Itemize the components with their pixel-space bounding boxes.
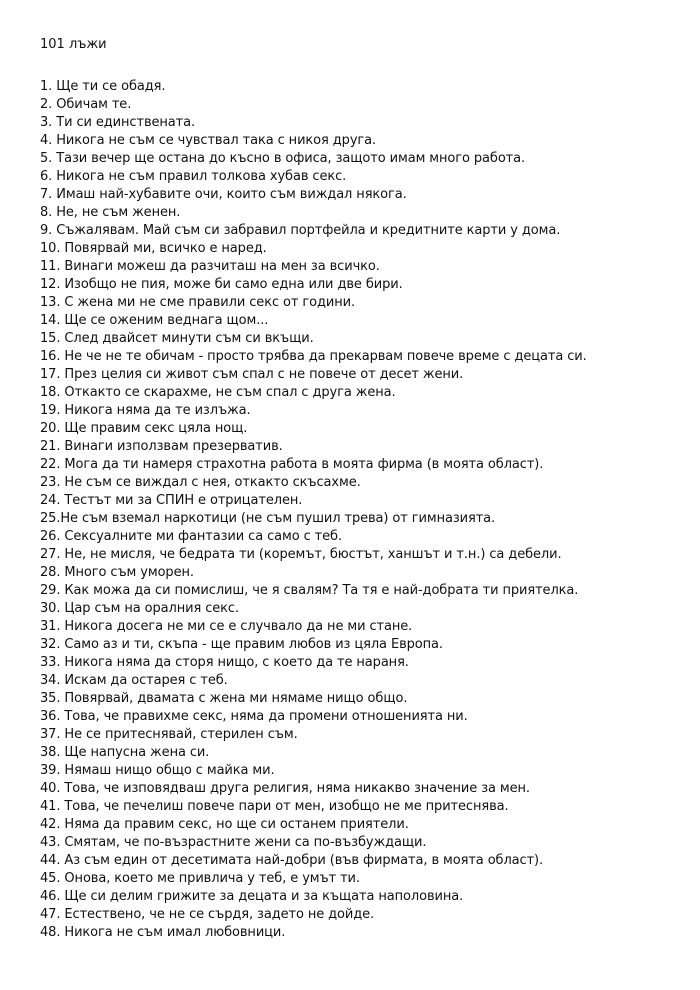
list-item: 43. Смятам, че по-възрастните жени са по-възбуждащи. xyxy=(40,835,427,850)
list-item: 37. Не се притеснявай, стерилен съм. xyxy=(40,727,298,742)
list-item: 46. Ще си делим грижите за децата и за къщата наполовина. xyxy=(40,889,464,904)
list-item: 4. Никога не съм се чувствал така с никоя друга. xyxy=(40,133,377,148)
list-item: 19. Никога няма да те излъжа. xyxy=(40,403,251,418)
list-item: 44. Аз съм един от десетимата най-добри (във фирмата, в моята област). xyxy=(40,853,544,868)
list-item: 20. Ще правим секс цяла нощ. xyxy=(40,421,248,436)
list-item: 34. Искам да остарея с теб. xyxy=(40,673,228,688)
list-item: 29. Как можа да си помислиш, че я свалям? Та тя е най-добрата ти приятелка. xyxy=(40,583,579,598)
list-item: 35. Повярвай, двамата с жена ми нямаме нищо общо. xyxy=(40,691,408,706)
list-item: 47. Естествено, че не се сърдя, задето не дойде. xyxy=(40,907,375,922)
list-item: 23. Не съм се виждал с нея, откакто скъсахме. xyxy=(40,475,361,490)
list-item: 17. През целия си живот съм спал с не повече от десет жени. xyxy=(40,367,464,382)
list-item: 3. Ти си единствената. xyxy=(40,115,196,130)
list-item: 42. Няма да правим секс, но ще си останем приятели. xyxy=(40,817,409,832)
list-item: 26. Сексуалните ми фантазии са само с теб. xyxy=(40,529,343,544)
list-item: 32. Само аз и ти, скъпа - ще правим любов из цяла Европа. xyxy=(40,637,443,652)
list-item: 6. Никога не съм правил толкова хубав секс. xyxy=(40,169,347,184)
list-item: 10. Повярвай ми, всичко е наред. xyxy=(40,241,267,256)
list-item: 45. Онова, което ме привлича у теб, е умът ти. xyxy=(40,871,360,886)
list-item: 27. Не, не мисля, че бедрата ти (коремът, бюстът, ханшът и т.н.) са дебели. xyxy=(40,547,562,562)
list-item: 18. Откакто се скарахме, не съм спал с друга жена. xyxy=(40,385,396,400)
list-item: 1. Ще ти се обадя. xyxy=(40,79,166,94)
list-item: 16. Не че не те обичам - просто трябва да прекарвам повече време с децата си. xyxy=(40,349,587,364)
list-item: 38. Ще напусна жена си. xyxy=(40,745,210,760)
list-item: 22. Мога да ти намеря страхотна работа в моята фирма (в моята област). xyxy=(40,457,544,472)
list-item: 5. Тази вечер ще остана до късно в офиса, защото имам много работа. xyxy=(40,151,526,166)
lies-list xyxy=(40,78,587,942)
list-item: 39. Нямаш нищо общо с майка ми. xyxy=(40,763,275,778)
document-title: 101 лъжи xyxy=(40,37,107,52)
list-item: 14. Ще се оженим веднага щом... xyxy=(40,313,269,328)
list-item: 28. Много съм уморен. xyxy=(40,565,194,580)
list-item: 36. Това, че правихме секс, няма да промени отношенията ни. xyxy=(40,709,468,724)
list-item: 8. Не, не съм женен. xyxy=(40,205,181,220)
list-item: 33. Никога няма да сторя нищо, с което да те нараня. xyxy=(40,655,409,670)
list-item: 24. Тестът ми за СПИН е отрицателен. xyxy=(40,493,303,508)
list-item: 30. Цар съм на оралния секс. xyxy=(40,601,239,616)
list-item: 9. Съжалявам. Май съм си забравил портфейла и кредитните карти у дома. xyxy=(40,223,561,238)
list-item: 40. Това, че изповядваш друга религия, няма никакво значение за мен. xyxy=(40,781,530,796)
list-item: 48. Никога не съм имал любовници. xyxy=(40,925,286,940)
list-item: 11. Винаги можеш да разчиташ на мен за всичко. xyxy=(40,259,380,274)
list-item: 7. Имаш най-хубавите очи, които съм виждал някога. xyxy=(40,187,407,202)
list-item: 2. Обичам те. xyxy=(40,97,132,112)
list-item: 21. Винаги използвам презерватив. xyxy=(40,439,283,454)
list-item: 41. Това, че печелиш повече пари от мен, изобщо не ме притеснява. xyxy=(40,799,509,814)
list-item: 25.Не съм вземал наркотици (не съм пушил трева) от гимназията. xyxy=(40,511,496,526)
list-item: 13. С жена ми не сме правили секс от години. xyxy=(40,295,355,310)
list-item: 12. Изобщо не пия, може би само една или две бири. xyxy=(40,277,403,292)
list-item: 31. Никога досега не ми се е случвало да не ми стане. xyxy=(40,619,413,634)
list-item: 15. След двайсет минути съм си вкъщи. xyxy=(40,331,314,346)
